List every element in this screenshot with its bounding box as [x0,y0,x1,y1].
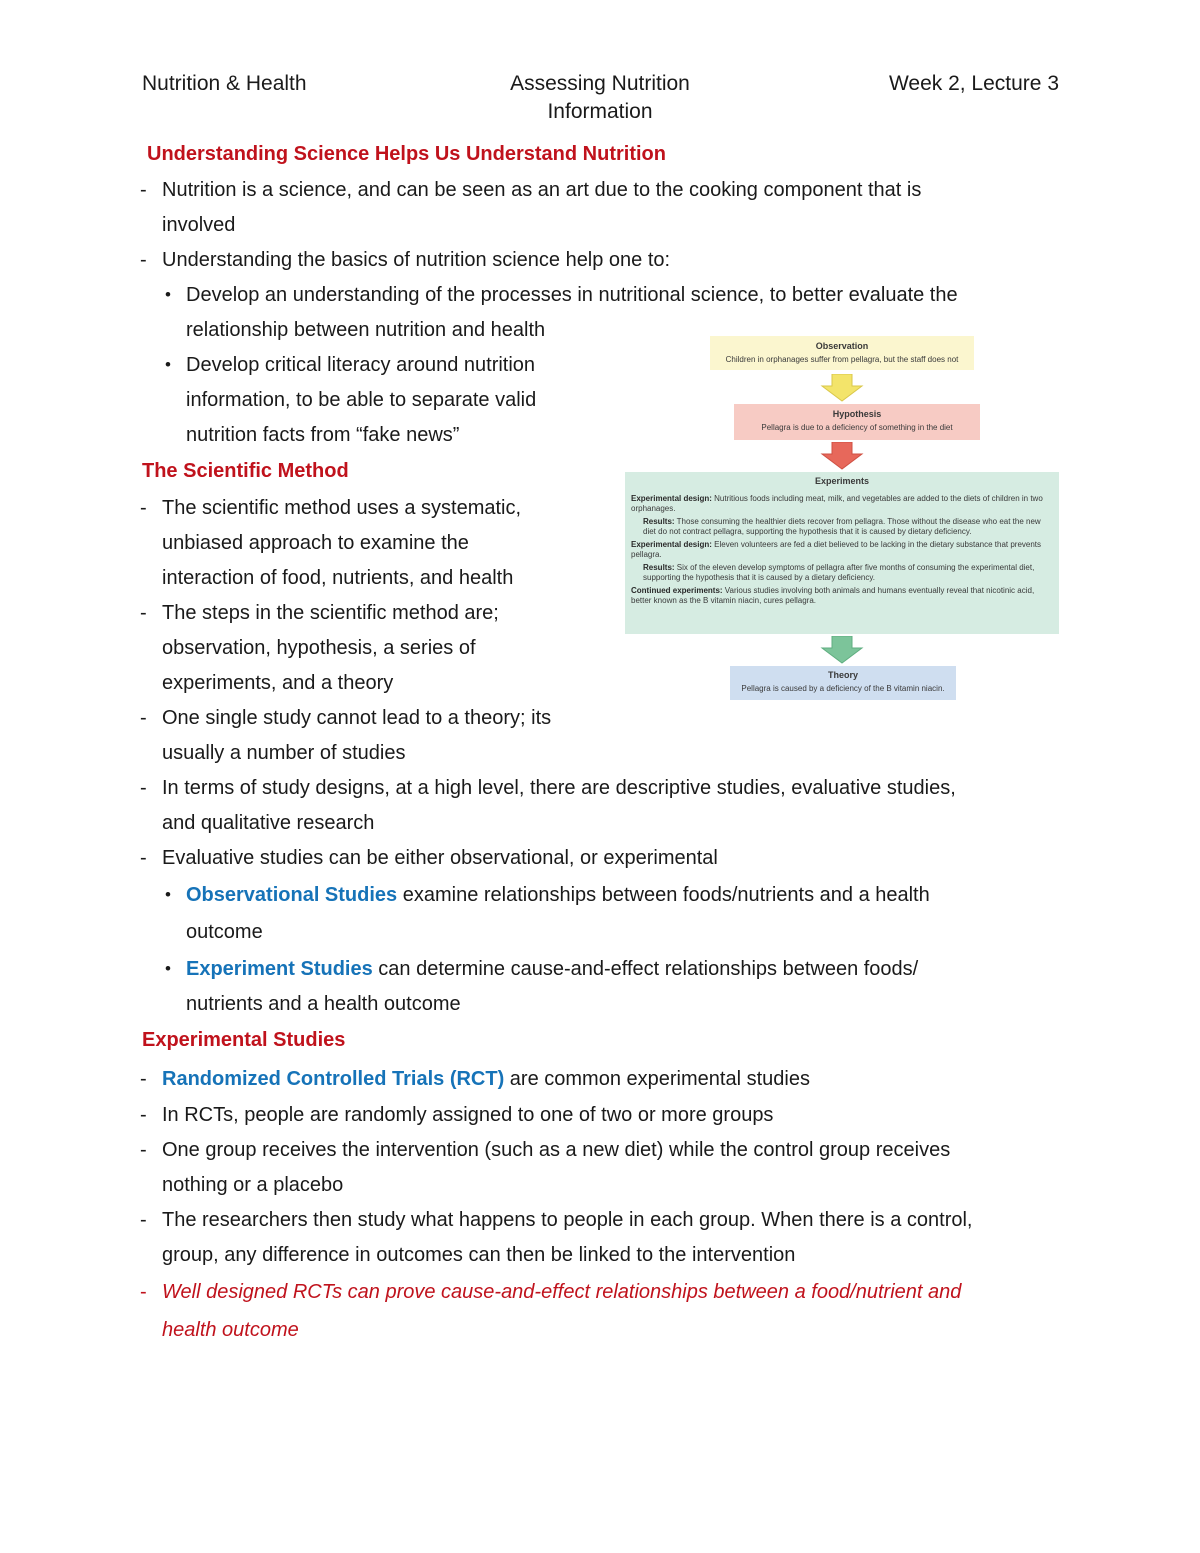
text-line: unbiased approach to examine the [162,532,469,554]
bullet-marker: • [165,885,171,904]
text-line: One single study cannot lead to a theory; its [162,707,552,729]
experiment-design-1-text: Nutritious foods including meat, milk, and vegetables are added to the diets of children in two orphanages. [631,494,1043,513]
theory-text: Pellagra is caused by a deficiency of the B vitamin niacin. [741,684,945,693]
experiment-studies-line [186,956,918,982]
results-2-label: Results: [643,563,675,572]
arrow-down-icon [820,374,864,402]
continued-experiments-text: Various studies involving both animals and humans eventually reveal that nicotinic acid, better known as the B vitamin niacin, cures pellagra. [631,586,1035,605]
experiments-title: Experiments [814,476,870,486]
dash-marker: - [140,707,147,729]
rct-term: Randomized Controlled Trials (RCT) [162,1068,505,1090]
results-1-label: Results: [643,517,675,526]
bullet-marker: • [165,285,171,304]
text-line: nutrients and a health outcome [186,993,461,1015]
text-line: nothing or a placebo [162,1174,344,1196]
experiment-studies-desc: can determine cause-and-effect relationships between foods/ [372,958,919,980]
header-course: Nutrition & Health [142,72,307,95]
text-line: Develop an understanding of the processes in nutritional science, to better evaluate the [186,284,958,306]
dash-marker: - [140,777,147,799]
arrow-down-icon [820,636,864,664]
header-week: Week 2, Lecture 3 [888,72,1059,95]
observation-title: Observation [815,341,869,351]
arrow-down-icon [820,442,864,470]
text-line: information, to be able to separate valid [186,389,537,411]
text-line: interaction of food, nutrients, and health [162,567,514,589]
section-title-scientific-method: The Scientific Method [142,460,349,482]
experiment-design-2-text: Eleven volunteers are fed a diet believed to be lacking in the dietary substance that prevents pellagra. [631,540,1042,559]
experiment-design-1-label: Experimental design: [631,494,712,503]
observational-studies-term: Observational Studies [186,884,398,906]
text-line: Understanding the basics of nutrition science help one to: [162,249,671,271]
header-topic [440,70,760,126]
text-line: group, any difference in outcomes can then be linked to the intervention [162,1244,796,1266]
results-2 [643,563,1051,583]
theory-title: Theory [827,670,858,680]
hypothesis-text: Pellagra is due to a deficiency of something in the diet [761,423,953,432]
dash-marker: - [140,497,147,519]
observation-box [710,336,974,370]
dash-marker: - [140,179,147,201]
observational-studies-line [186,882,930,908]
theory-box [730,666,956,700]
dash-marker: - [140,1281,147,1303]
results-1 [643,517,1051,537]
bullet-marker: • [165,959,171,978]
dash-marker: - [140,602,147,624]
text-line: The researchers then study what happens to people in each group. When there is a control, [162,1209,973,1231]
text-line: usually a number of studies [162,742,406,764]
dash-marker: - [140,1139,147,1161]
text-line: observation, hypothesis, a series of [162,637,476,659]
text-line: The steps in the scientific method are; [162,602,499,624]
text-line: The scientific method uses a systematic, [162,497,522,519]
text-line: involved [162,214,236,236]
observational-studies-desc: examine relationships between foods/nutrients and a health [397,884,930,906]
section-title-understanding-science: Understanding Science Helps Us Understand Nutrition [147,143,666,165]
dash-marker: - [140,249,147,271]
emphasis-line: Well designed RCTs can prove cause-and-effect relationships between a food/nutrient and [162,1281,962,1303]
continued-experiments [631,586,1051,606]
dash-marker: - [140,1068,147,1090]
text-line: and qualitative research [162,812,375,834]
rct-line [162,1066,810,1092]
hypothesis-box [734,404,980,440]
text-line: One group receives the intervention (such as a new diet) while the control group receives [162,1139,951,1161]
experiment-design-2-label: Experimental design: [631,540,712,549]
experiment-studies-term: Experiment Studies [186,958,373,980]
dash-marker: - [140,1104,147,1126]
header-topic-line1: Assessing Nutrition [510,72,690,95]
text-line: outcome [186,921,263,943]
section-title-experimental-studies: Experimental Studies [142,1029,346,1051]
text-line: Develop critical literacy around nutrition [186,354,536,376]
text-line: Nutrition is a science, and can be seen as an art due to the cooking component that is [162,179,922,201]
text-line: experiments, and a theory [162,672,394,694]
results-1-text: Those consuming the healthier diets recover from pellagra. Those without the disease who eat the new diet do not contract pellagra, supporting the hypothesis that it is caused by dietary deficiency. [643,517,1041,536]
text-line: nutrition facts from “fake news” [186,424,460,446]
continued-experiments-label: Continued experiments: [631,586,723,595]
experiments-box [625,472,1059,634]
scientific-method-figure [624,334,1060,704]
bullet-marker: • [165,355,171,374]
emphasis-line: health outcome [162,1319,299,1341]
text-line: Evaluative studies can be either observational, or experimental [162,847,718,869]
observation-text: Children in orphanages suffer from pellagra, but the staff does not [725,355,959,364]
rct-desc: are common experimental studies [504,1068,810,1090]
experiment-design-2 [631,540,1051,560]
header-topic-line2: Information [547,100,653,123]
hypothesis-title: Hypothesis [832,409,882,419]
text-line: In terms of study designs, at a high level, there are descriptive studies, evaluative studies, [162,777,956,799]
dash-marker: - [140,1209,147,1231]
results-2-text: Six of the eleven develop symptoms of pellagra after five months of consuming the experimental diet, supporting the hypothesis that it is caused by a dietary deficiency. [643,563,1035,582]
text-line: In RCTs, people are randomly assigned to one of two or more groups [162,1104,774,1126]
text-line: relationship between nutrition and health [186,319,546,341]
experiment-design-1 [631,494,1053,514]
dash-marker: - [140,847,147,869]
